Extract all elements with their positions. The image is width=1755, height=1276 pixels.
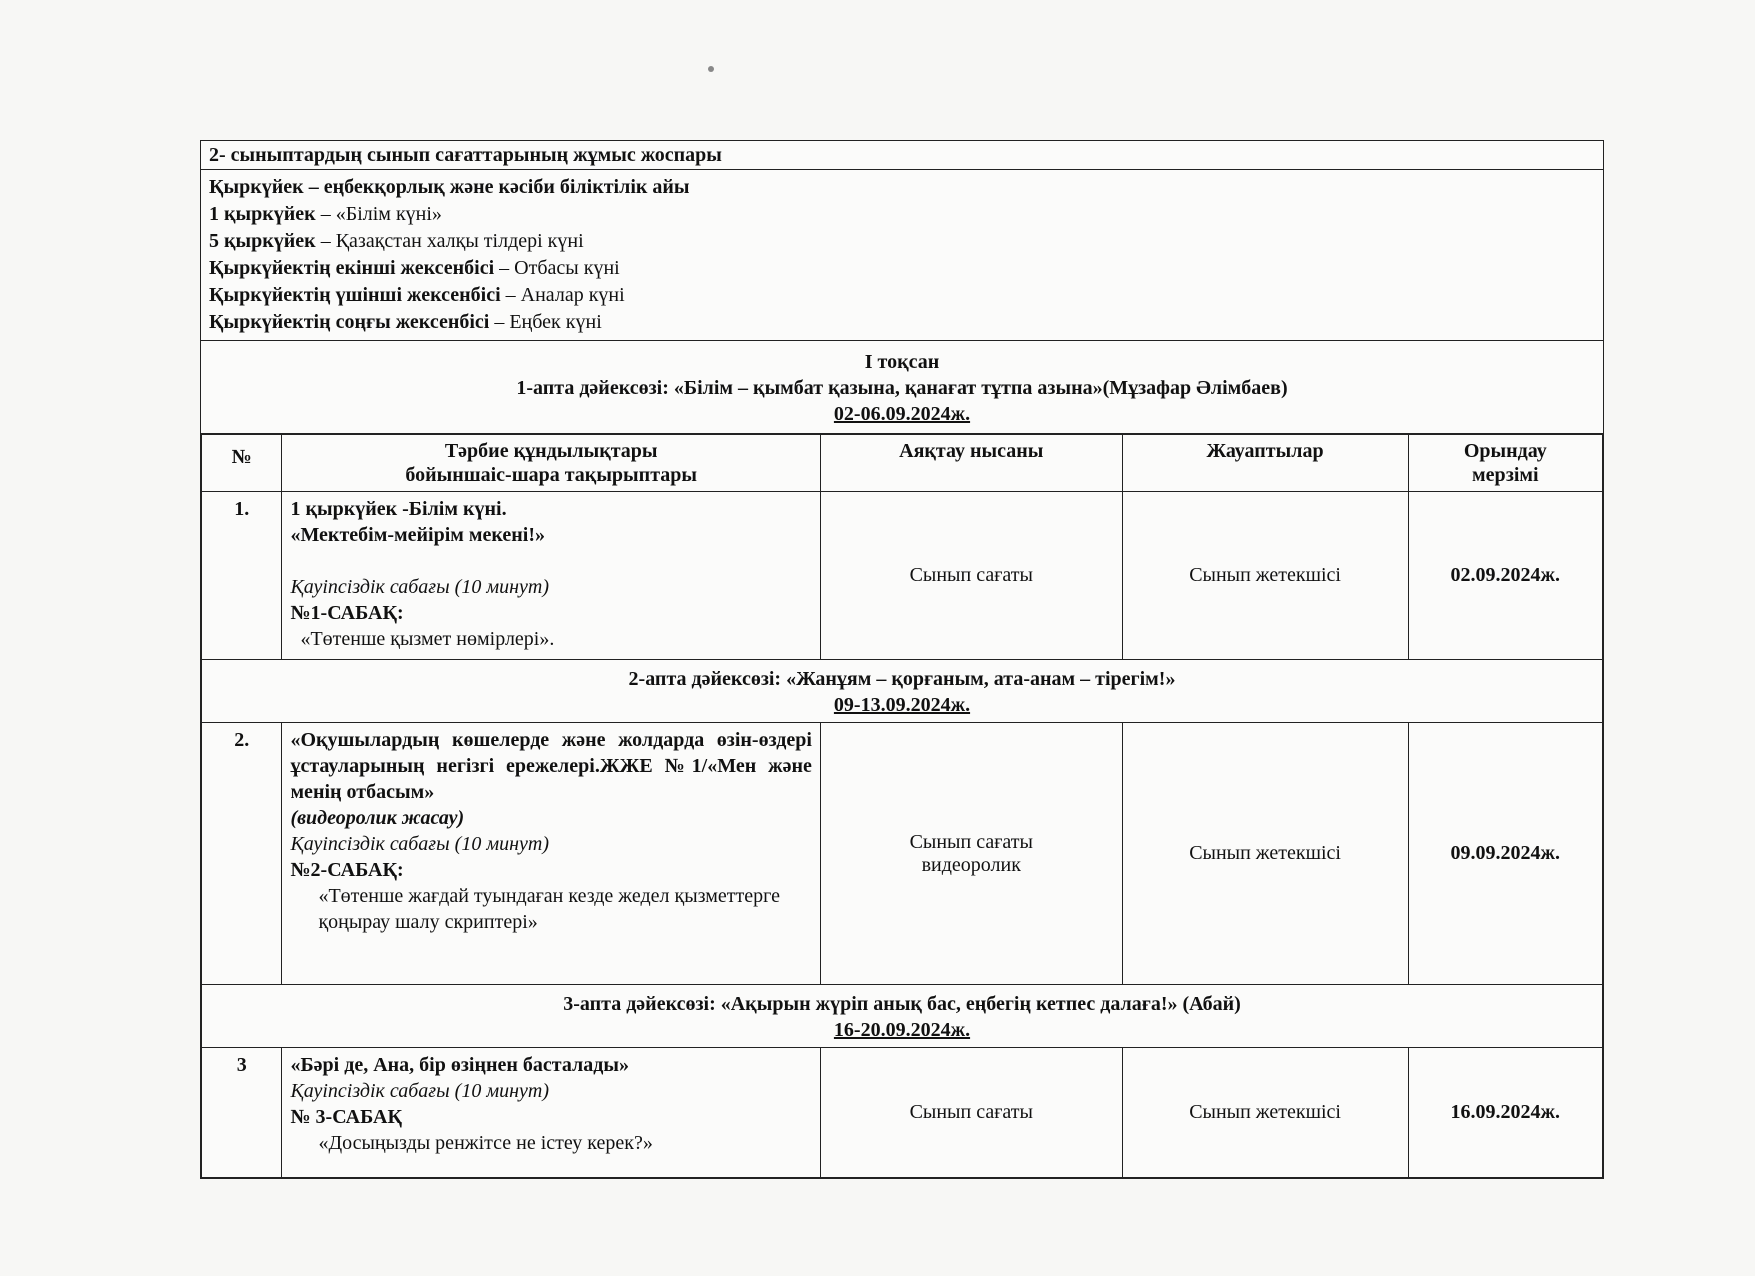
table-header-row [202,435,1603,492]
week2-dates: 09-13.09.2024ж. [833,694,971,716]
month-line: 5 қыркүйек – Қазақстан халқы тілдері күні [209,230,584,252]
plan-document [200,140,1604,1179]
week-row [202,660,1603,723]
row-date: 09.09.2024ж. [1408,723,1602,985]
week1-motto: 1-апта дәйексөзі: «Білім – қымбат қазына, қанағат тұтпа азына»(Мұзафар Әлімбаев) [516,377,1288,399]
row-responsible: Сынып жетекшісі [1122,1048,1408,1178]
row-form: Сынып сағаты видеоролик [820,723,1122,985]
table-row [202,492,1603,660]
month-line: Қыркүйектің үшінші жексенбісі – Аналар күні [209,284,625,306]
header-num: № [202,435,282,492]
row-date: 02.09.2024ж. [1408,492,1602,660]
week1-dates: 02-06.09.2024ж. [833,403,971,425]
row-number: 1. [202,492,282,660]
row-form: Сынып сағаты [820,1048,1122,1178]
table-row [202,1048,1603,1178]
table-row [202,723,1603,985]
quarter-title: I тоқсан [864,351,940,373]
week3-motto: 3-апта дәйексөзі: «Ақырын жүріп анық бас, еңбегің кетпес далаға!» (Абай) [563,993,1241,1015]
row-responsible: Сынып жетекшісі [1122,492,1408,660]
row-form: Сынып сағаты [820,492,1122,660]
week-row [202,985,1603,1048]
row-number: 2. [202,723,282,985]
plan-table [201,434,1603,1178]
week3-dates: 16-20.09.2024ж. [833,1019,971,1041]
month-title: Қыркүйек – еңбекқорлық және кәсіби біліктілік айы [209,176,690,198]
row-responsible: Сынып жетекшісі [1122,723,1408,985]
month-line: Қыркүйектің екінші жексенбісі – Отбасы күні [209,257,620,279]
header-responsible: Жауаптылар [1122,435,1408,492]
row-topic: «Оқушылардың көшелерде және жолдарда өзін-өздері ұстауларының негізгі ережелері.ЖЖЕ №1/«Мен және менің отбасым» (видеоролик жасау) Қауіпсіздік сабағы (10 минут) №2-САБАҚ: «Төтенше жағдай туындаған кезде жедел қызметтерге қоңырау шалу скриптері» [282,723,821,985]
header-form: Аяқтау нысаны [820,435,1122,492]
header-due: Орындау мерзімі [1408,435,1602,492]
month-line: Қыркүйектің соңғы жексенбісі – Еңбек күні [209,311,602,333]
header-topic: Тәрбие құндылықтары бойыншаіс-шара тақырыптары [282,435,821,492]
scan-speck [708,66,714,72]
row-number: 3 [202,1048,282,1178]
quarter-header [201,341,1603,434]
row-date: 16.09.2024ж. [1408,1048,1602,1178]
month-section [201,170,1603,341]
month-line: 1 қыркүйек – «Білім күні» [209,203,442,225]
row-topic: «Бәрі де, Ана, бір өзіңнен басталады» Қауіпсіздік сабағы (10 минут) № 3-САБАҚ «Досыңызды ренжітсе не істеу керек?» [282,1048,821,1178]
document-title: 2- сыныптардың сынып сағаттарының жұмыс жоспары [201,141,1603,170]
week2-motto: 2-апта дәйексөзі: «Жанұям – қорғаным, ата-анам – тірегім!» [628,668,1176,690]
row-topic: 1 қыркүйек -Білім күні. «Мектебім-мейірім мекені!» Қауіпсіздік сабағы (10 минут) №1-САБАҚ: «Төтенше қызмет нөмірлері». [282,492,821,660]
